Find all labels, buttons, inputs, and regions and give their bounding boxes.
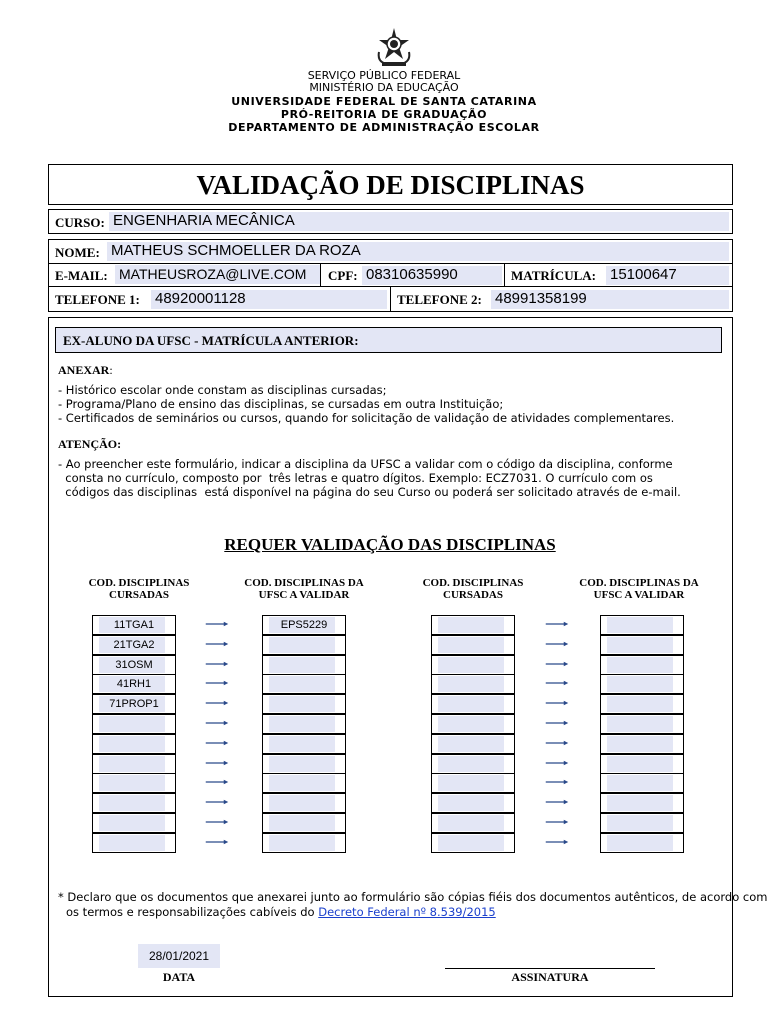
validar-left-cell[interactable]	[262, 793, 346, 813]
arrow-right-icon	[203, 621, 231, 627]
form-title: VALIDAÇÃO DE DISCIPLINAS	[196, 170, 585, 200]
field-fill	[607, 756, 673, 772]
requer-title: REQUER VALIDAÇÃO DAS DISCIPLINAS	[224, 535, 556, 554]
arrow-right-icon	[543, 680, 571, 686]
field-fill	[269, 795, 335, 811]
header-line-proreitoria: PRÓ-REITORIA DE GRADUAÇÃO	[280, 108, 488, 121]
cell-text: 41RH1	[116, 678, 152, 690]
validar-left-cell[interactable]	[262, 694, 346, 714]
atencao-line: consta no currículo, composto por três letras e quatro dígitos. Exemplo: ECZ7031. O currículo com os	[58, 471, 653, 485]
validar-left-cell[interactable]	[262, 714, 346, 734]
cursada-right-cell[interactable]	[431, 813, 515, 833]
arrow-right-icon	[543, 720, 571, 726]
field-fill	[607, 637, 673, 653]
decreto-link[interactable]: Decreto Federal nº 8.539/2015	[318, 905, 496, 919]
cursada-left-cell[interactable]	[92, 734, 176, 754]
arrow-right-icon	[203, 760, 231, 766]
cell-text: 21TGA2	[113, 639, 155, 651]
brazil-coat-of-arms-icon	[373, 26, 415, 68]
arrow-right-icon	[543, 799, 571, 805]
signature-label: ASSINATURA	[511, 970, 589, 984]
cursada-left-cell[interactable]	[92, 694, 176, 714]
field-fill	[438, 775, 504, 791]
ex-aluno-field[interactable]	[402, 331, 714, 349]
cursada-right-cell[interactable]	[431, 694, 515, 714]
validar-left-cell[interactable]	[262, 833, 346, 853]
col-header-validar-right: COD. DISCIPLINAS DA UFSC A VALIDAR	[579, 577, 699, 601]
header-line-departamento: DEPARTAMENTO DE ADMINISTRAÇÃO ESCOLAR	[228, 121, 540, 134]
anexar-item: - Histórico escolar onde constam as disciplinas cursadas;	[58, 383, 387, 397]
cursada-left-cell[interactable]	[92, 833, 176, 853]
signature-line	[445, 968, 655, 969]
arrow-right-icon	[543, 779, 571, 785]
field-fill	[269, 716, 335, 732]
arrow-right-icon	[203, 799, 231, 805]
cursada-right-cell[interactable]	[431, 674, 515, 694]
curso-row	[48, 209, 733, 234]
title-box	[48, 164, 733, 205]
field-fill	[438, 736, 504, 752]
validar-left-cell[interactable]	[262, 734, 346, 754]
declaracao-line-2: os termos e responsabilizações cabíveis do Decreto Federal nº 8.539/2015	[66, 905, 496, 919]
declaracao-line: * Declaro que os documentos que anexarei junto ao formulário são cópias fiéis dos documentos autênticos, de acordo com	[58, 890, 768, 904]
divider	[320, 264, 321, 286]
date-field[interactable]: 28/01/2021	[138, 944, 220, 968]
cursada-left-cell[interactable]	[92, 615, 176, 635]
validar-right-cell[interactable]	[600, 773, 684, 793]
cell-text: 11TGA1	[113, 619, 155, 631]
field-fill	[438, 617, 504, 633]
arrow-right-icon	[203, 779, 231, 785]
field-fill	[99, 815, 165, 831]
cpf-field[interactable]: 08310635990	[362, 266, 502, 285]
curso-field[interactable]: ENGENHARIA MECÂNICA	[109, 212, 729, 231]
field-fill	[269, 657, 335, 673]
field-fill	[99, 795, 165, 811]
cursada-right-cell[interactable]	[431, 635, 515, 655]
anexar-item: - Certificados de seminários ou cursos, quando for solicitação de validação de atividades complementares.	[58, 411, 675, 425]
cursada-right-cell[interactable]	[431, 793, 515, 813]
field-fill	[269, 637, 335, 653]
validar-right-cell[interactable]	[600, 694, 684, 714]
atencao-title: ATENÇÃO:	[58, 437, 122, 451]
validar-right-cell[interactable]	[600, 635, 684, 655]
date-label: DATA	[162, 970, 196, 984]
field-fill	[607, 716, 673, 732]
validar-right-cell[interactable]	[600, 754, 684, 774]
col-header-validar-left: COD. DISCIPLINAS DA UFSC A VALIDAR	[244, 577, 364, 601]
arrow-right-icon	[203, 680, 231, 686]
field-fill	[438, 657, 504, 673]
field-fill	[269, 835, 335, 851]
field-fill	[438, 835, 504, 851]
field-fill	[438, 815, 504, 831]
validar-right-cell[interactable]	[600, 793, 684, 813]
validar-right-cell[interactable]	[600, 714, 684, 734]
field-fill	[438, 756, 504, 772]
validar-left-cell[interactable]	[262, 635, 346, 655]
validar-right-cell[interactable]	[600, 655, 684, 675]
validar-left-cell[interactable]	[262, 813, 346, 833]
anexar-item: - Programa/Plano de ensino das disciplinas, se cursadas em outra Instituição;	[58, 397, 504, 411]
arrow-right-icon	[203, 700, 231, 706]
arrow-right-icon	[203, 720, 231, 726]
divider	[390, 287, 391, 311]
email-field[interactable]: MATHEUSROZA@LIVE.COM	[115, 265, 320, 284]
arrow-right-icon	[203, 839, 231, 845]
arrow-right-icon	[543, 819, 571, 825]
divider	[504, 264, 505, 286]
arrow-right-icon	[543, 700, 571, 706]
matricula-label: MATRÍCULA:	[511, 268, 596, 283]
validar-right-cell[interactable]	[600, 833, 684, 853]
validar-right-cell[interactable]	[600, 674, 684, 694]
field-fill	[607, 617, 673, 633]
cursada-right-cell[interactable]	[431, 773, 515, 793]
cursada-right-cell[interactable]	[431, 734, 515, 754]
atencao-line: - Ao preencher este formulário, indicar a disciplina da UFSC a validar com o código da disciplina, conforme	[58, 457, 673, 471]
field-fill	[269, 815, 335, 831]
field-fill	[99, 756, 165, 772]
cursada-left-cell[interactable]	[92, 655, 176, 675]
col-header-cursadas-left: COD. DISCIPLINAS CURSADAS	[88, 577, 190, 601]
atencao-line: códigos das disciplinas está disponível na página do seu Curso ou poderá ser solicitado através de e-mail.	[58, 485, 681, 499]
field-fill	[607, 736, 673, 752]
nome-field[interactable]: MATHEUS SCHMOELLER DA ROZA	[107, 242, 729, 261]
field-fill	[438, 637, 504, 653]
cursada-left-cell[interactable]	[92, 714, 176, 734]
arrow-right-icon	[203, 819, 231, 825]
field-fill	[607, 815, 673, 831]
validar-left-cell[interactable]	[262, 773, 346, 793]
curso-label: CURSO:	[55, 215, 105, 230]
field-fill	[438, 795, 504, 811]
header-line-servico: SERVIÇO PÚBLICO FEDERAL	[307, 69, 461, 82]
field-fill	[99, 835, 165, 851]
field-fill	[269, 736, 335, 752]
validar-right-cell[interactable]	[600, 615, 684, 635]
col-header-cursadas-right: COD. DISCIPLINAS CURSADAS	[422, 577, 524, 601]
header-line-universidade: UNIVERSIDADE FEDERAL DE SANTA CATARINA	[231, 95, 537, 108]
field-fill	[607, 775, 673, 791]
header-line-ministerio: MINISTÉRIO DA EDUCAÇÃO	[309, 81, 459, 94]
cursada-left-cell[interactable]	[92, 773, 176, 793]
nome-label: NOME:	[55, 245, 100, 260]
cpf-label: CPF:	[328, 268, 358, 283]
arrow-right-icon	[203, 740, 231, 746]
cell-text: 71PROP1	[109, 698, 159, 710]
cursada-left-cell[interactable]	[92, 674, 176, 694]
field-fill	[438, 716, 504, 732]
telefone2-label: TELEFONE 2:	[397, 292, 482, 307]
field-fill	[607, 696, 673, 712]
nome-row	[48, 239, 733, 264]
telefone-row	[48, 286, 733, 312]
matricula-field[interactable]: 15100647	[606, 266, 729, 285]
cell-text: EPS5229	[280, 619, 328, 631]
field-fill	[269, 696, 335, 712]
validar-left-cell[interactable]	[262, 754, 346, 774]
field-fill	[438, 696, 504, 712]
email-label: E-MAIL:	[55, 268, 108, 283]
field-fill	[607, 795, 673, 811]
validar-left-cell[interactable]	[262, 655, 346, 675]
cursada-left-cell[interactable]	[92, 635, 176, 655]
ex-aluno-row	[55, 327, 722, 353]
cursada-right-cell[interactable]	[431, 714, 515, 734]
telefone1-field[interactable]: 48920001128	[151, 290, 387, 309]
validar-right-cell[interactable]	[600, 734, 684, 754]
arrow-right-icon	[203, 641, 231, 647]
cursada-left-cell[interactable]	[92, 754, 176, 774]
field-fill	[607, 676, 673, 692]
arrow-right-icon	[543, 740, 571, 746]
field-fill	[99, 716, 165, 732]
arrow-right-icon	[543, 661, 571, 667]
field-fill	[607, 657, 673, 673]
arrow-right-icon	[543, 760, 571, 766]
cursada-left-cell[interactable]	[92, 793, 176, 813]
arrow-right-icon	[543, 621, 571, 627]
cursada-right-cell[interactable]	[431, 833, 515, 853]
validar-left-cell[interactable]	[262, 674, 346, 694]
telefone2-field[interactable]: 48991358199	[491, 290, 729, 309]
cursada-right-cell[interactable]	[431, 615, 515, 635]
cursada-right-cell[interactable]	[431, 754, 515, 774]
validar-left-cell[interactable]	[262, 615, 346, 635]
telefone1-label: TELEFONE 1:	[55, 292, 140, 307]
field-fill	[438, 676, 504, 692]
arrow-right-icon	[203, 661, 231, 667]
arrow-right-icon	[543, 641, 571, 647]
field-fill	[269, 775, 335, 791]
validar-right-cell[interactable]	[600, 813, 684, 833]
cursada-left-cell[interactable]	[92, 813, 176, 833]
anexar-title: ANEXAR:	[58, 363, 113, 377]
contact-row	[48, 263, 733, 287]
field-fill	[269, 756, 335, 772]
field-fill	[269, 676, 335, 692]
cursada-right-cell[interactable]	[431, 655, 515, 675]
ex-aluno-label: EX-ALUNO DA UFSC - MATRÍCULA ANTERIOR:	[63, 333, 359, 348]
field-fill	[99, 736, 165, 752]
cell-text: 31OSM	[115, 659, 153, 671]
arrow-right-icon	[543, 839, 571, 845]
field-fill	[607, 835, 673, 851]
field-fill	[99, 775, 165, 791]
